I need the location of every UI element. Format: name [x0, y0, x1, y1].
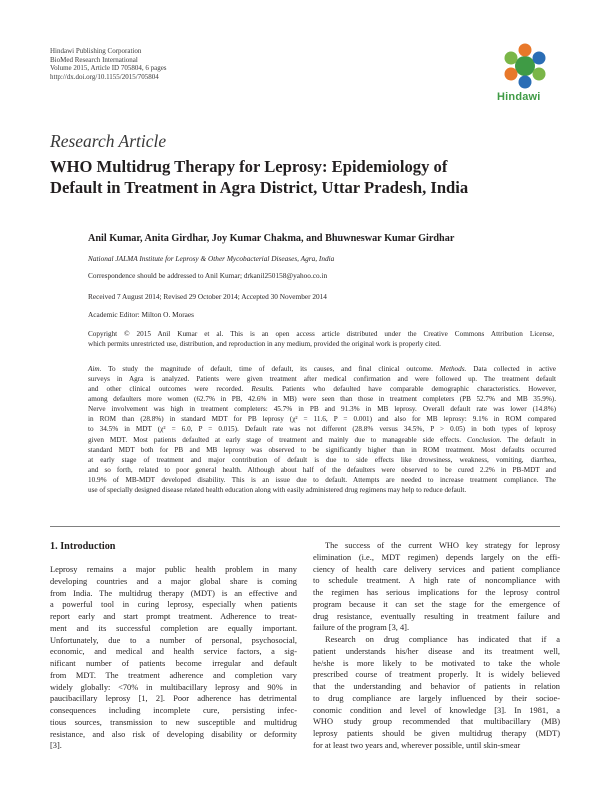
body-line: to schedule treatment. A high rate of noncompliance with	[313, 576, 560, 586]
body-line: failure of the program [3, 4].	[313, 623, 410, 633]
body-line: economic, and medical and health service factors, a sig-	[50, 647, 297, 657]
right-column	[313, 540, 560, 752]
section-divider	[50, 526, 560, 527]
hindawi-wordmark: Hindawi	[497, 91, 541, 103]
body-line: resistance, and also risk of developing disability or deformity	[50, 729, 297, 739]
title-line: WHO Multidrug Therapy for Leprosy: Epidemiology of	[50, 157, 448, 176]
doi-link[interactable]: http://dx.doi.org/10.1155/2015/705804	[50, 72, 159, 81]
body-line: he/she is more likely to be motivated to take the whole	[313, 658, 560, 668]
abstract-line: and other clinical outcomes were recorded. Results. Patients who defaulted have comparable demographic characteristics. However,	[88, 385, 556, 394]
body-line: tious sources, transmission to new susceptible and multidrug	[50, 717, 297, 727]
body-line: the regimen has serious implications for the leprosy control	[313, 588, 560, 597]
journal-header	[50, 47, 167, 81]
author-list: Anil Kumar, Anita Girdhar, Joy Kumar Chakma, and Bhuwneswar Kumar Girdhar	[88, 233, 455, 244]
hindawi-logo	[490, 42, 560, 104]
body-line: from MDT. The treatment adherence and completion vary	[50, 670, 297, 680]
abstract-line: 10.9% of MB-MDT developed disability. This is an issue due to default. Attempts are needed to increase treatment compliance. The	[88, 475, 556, 484]
body-line: program because it can set the stage for the emergence of	[313, 599, 560, 609]
hindawi-logo-icon	[490, 42, 560, 90]
article-dates: Received 7 August 2014; Revised 29 October 2014; Accepted 30 November 2014	[88, 292, 327, 301]
academic-editor: Academic Editor: Milton O. Moraes	[88, 310, 194, 319]
correspondence: Correspondence should be addressed to Anil Kumar; drkanil250158@yahoo.co.in	[88, 271, 328, 280]
abstract-line: Aim. To study the magnitude of default, time of default, its causes, and final clinical outcome. Methods. Data collected in active	[88, 365, 556, 373]
page-title	[50, 156, 560, 198]
affiliation: National JALMA Institute for Leprosy & Other Mycobacterial Diseases, Agra, India	[88, 254, 335, 263]
abstract-label: Methods.	[439, 365, 467, 373]
abstract-line: at early stage of treatment and major contribution of default is due to side effects like drowsiness, weakness, vomiting, diarrhea,	[88, 455, 556, 464]
copyright-line: which permits unrestricted use, distribution, and reproduction in any medium, provided the original work is properly cited.	[88, 340, 441, 348]
body-line: widely globally: <70% in multibacillary leprosy and 90% in	[50, 682, 297, 692]
body-line: consequences including incomplete cure, persisting infec-	[50, 706, 297, 715]
abstract-line: in ROM than (28.8%) in standard MDT for PB leprosy (χ² = 11.6, P = 0.001) and also for MB leprosy: 9.1% in ROM compared	[88, 415, 556, 424]
body-line: for at least two years and, wherever possible, until skin-smear	[313, 740, 521, 750]
body-line: nificant number of patients become irregular and default	[50, 659, 297, 668]
abstract-line: standard MDT both for PB and MB leprosy was observed to be significantly higher than in ROM treatment. Most defaults occurred	[88, 445, 556, 454]
abstract-line: Nerve involvement was high in treatment completers: 45.7% in PB and 91.3% in MB leprosy. Overall default rate was lower (14.8%)	[88, 405, 556, 414]
section-heading: 1. Introduction	[50, 541, 116, 552]
article-type: Research Article	[50, 131, 167, 151]
abstract-line: given MDT. Most patients defaulted at early stage of treatment and mainly due to manageable side effects. Conclusion. The default in	[88, 435, 557, 444]
body-line: leprosy patients should be given multidrug therapy (MDT)	[313, 729, 560, 738]
body-line: elimination (i.e., MDT regimen) depends largely on the effi-	[313, 552, 560, 562]
abstract-label: Aim.	[88, 365, 102, 373]
body-line: to drug compliance are largely influenced by their socioe-	[313, 693, 560, 703]
journal-name: BioMed Research International	[50, 55, 138, 64]
body-line: developing countries and a major global share is coming	[50, 576, 297, 586]
publisher-name: Hindawi Publishing Corporation	[50, 47, 142, 55]
body-line: a powerful tool in curing leprosy, especially when patients	[50, 600, 297, 610]
abstract-line: among defaulters more women (62.7% in PB, 42.6% in MB) were seen than those in treatment completers (PB 52.7% and MB 35.9%).	[88, 395, 556, 404]
body-line: Research on drug compliance has indicated that if a	[325, 635, 560, 644]
abstract-label: Conclusion.	[466, 435, 502, 444]
body-line: The success of the current WHO key strategy for leprosy	[325, 541, 560, 550]
volume-info: Volume 2015, Article ID 705804, 6 pages	[50, 64, 167, 73]
body-line: report early and start prompt treatment. Adherence to treat-	[50, 612, 297, 621]
abstract-line: and so forth, related to poor general health. Although about half of the defaulters were observed to be cured 2.2% in PB-MDT and	[88, 465, 556, 474]
abstract	[88, 364, 556, 495]
body-line: [3].	[50, 741, 62, 751]
body-line: drug resistance, eventually resulting in treatment failure and	[313, 611, 560, 621]
body-line: WHO study group recommended that multibacillary (MB)	[313, 717, 560, 727]
body-line: from India. The multidrug therapy (MDT) is an effective and	[50, 588, 297, 598]
left-column	[50, 564, 297, 752]
copyright-notice	[88, 329, 554, 349]
abstract-line: to 34.5% in MDT (χ² = 6.0, P = 0.015). Default rate was not different (28.8% versus 34.5%, P > 0.05) in both types of leprosy	[88, 425, 556, 434]
body-line: that the understanding and behavior of patients in relation	[313, 682, 560, 691]
body-line: ment and its successful completion are equally important.	[50, 623, 297, 633]
abstract-line: use of specially designed disease related health education along with easily administered drug regimens may help to reduce default.	[88, 485, 467, 494]
body-line: Leprosy remains a major public health problem in many	[50, 565, 297, 574]
abstract-line: surveys in Agra is analyzed. Patients were given treatment after medical confirmation and were followed up. The treatment default	[88, 375, 556, 384]
body-line: patient understands his/her disease and its treatment well,	[313, 646, 560, 656]
body-line: conomic condition and level of knowledge [3]. In 1981, a	[313, 705, 560, 715]
abstract-label: Results.	[251, 385, 274, 394]
body-line: prescribed course of treatment properly. It is widely believed	[313, 670, 560, 680]
body-line: Unfortunately, due to a number of personal, psychosocial,	[50, 635, 297, 645]
body-line: ciency of health care delivery services and patient compliance	[313, 564, 560, 574]
body-line: paucibacillary leprosy [1, 2]. Poor adherence has detrimental	[50, 694, 297, 704]
title-line: Default in Treatment in Agra District, Uttar Pradesh, India	[50, 178, 469, 197]
copyright-line: Copyright © 2015 Anil Kumar et al. This is an open access article distributed under the Creative Commons Attribution License,	[88, 330, 554, 338]
